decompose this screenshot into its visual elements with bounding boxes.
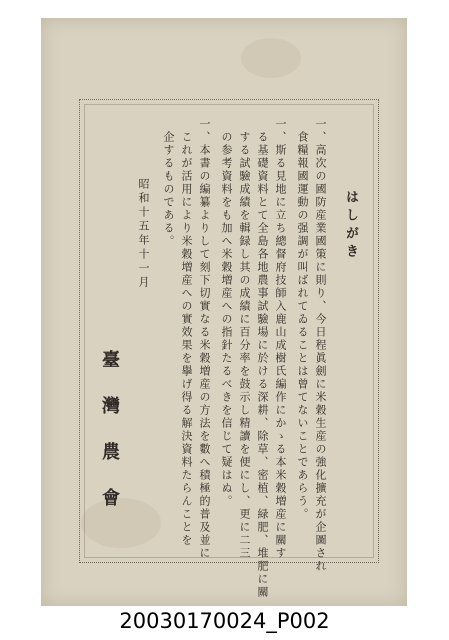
text-line: 食糧報國運動の强調が叫ばれてゐることは曾てないことであらう。 (296, 118, 309, 521)
text-line: る基礎資料とて全島各地農事試驗場に於ける深耕、除草、密植、緑肥、堆肥に關 (256, 118, 269, 599)
date: 昭和十五年十一月 (137, 178, 150, 290)
text-line: 一、斯る見地に立ち總督府技師入鹿山成樹氏編作にかゝる本米穀増産に關す (274, 118, 287, 560)
text-line: 一、本書の編纂よりして刻下切實なる米穀増産の方法を數へ積極的普及並に (198, 118, 211, 560)
text-line: する試驗成績を輯録し其の成績に百分率を鼓示し精讀を便にし、更に二三 (238, 118, 251, 560)
page-title: はしがき (343, 190, 358, 262)
text-line: の参考資料をも加へ米穀増産への指針たるべきを信じて疑はぬ。 (220, 118, 233, 508)
text-line: 企するものである。 (162, 118, 175, 248)
text-line: 一、高次の國防産業國策に則り、今日程眞劍に米穀生産の強化擴充が企圖され (314, 118, 327, 573)
image-caption: 20030170024_P002 (119, 609, 330, 633)
text-line: これが活用により米穀増産への實效果を擧げ得る解決資料たらんことを (180, 118, 193, 547)
paper-stain (241, 38, 301, 78)
organization-name: 臺灣農會 (99, 350, 120, 534)
